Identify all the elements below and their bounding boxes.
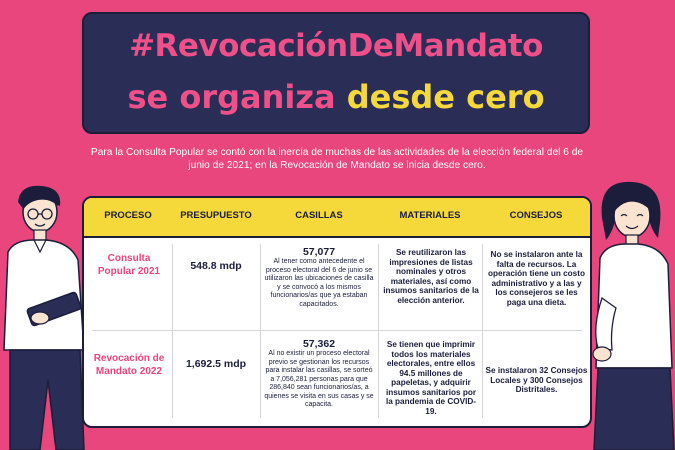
header-consejos: CONSEJOS [509,210,563,221]
row1-materiales: Se reutilizaron las impresiones de listas nominales y otros materiales, así como insumos sanitarios de la elección anterior. [383,248,479,305]
header-casillas: CASILLAS [295,210,343,221]
row1-proceso [90,252,168,278]
row2-casillas-number: 57,362 [302,338,336,350]
header-materiales: MATERIALES [399,210,461,221]
title-banner [82,12,590,134]
comparison-table [82,196,592,428]
row1-consejos: No se instalaron ante la falta de recursos. La operación tiene un costo administrativo y a las y los consejeros se les paga una dieta. [488,250,585,307]
column-divider [482,244,483,418]
row2-proceso-line1: Revocación de [93,353,165,364]
row2-proceso [90,352,168,378]
row1-proceso-line1: Consulta [107,253,151,264]
row2-casillas [264,338,374,410]
hashtag-title: #RevocaciónDeMandato [129,28,543,64]
subtitle-part2: desde cero [346,78,545,116]
woman-illustration [588,178,675,450]
subtitle [84,78,588,116]
row1-presupuesto: 548.8 mdp [190,260,242,272]
column-divider [260,244,261,418]
subtitle-part1: se organiza [127,78,347,116]
row2-casillas-text: Al no existir un proceso electoral previo se gestionan los recursos para instalar las casillas, se sorteó a 7,056,281 personas para que 286,840 sean funcionarios/as, a quienes se visita en sus casas y se capacita. [264,350,374,408]
column-divider [172,244,173,418]
header-presupuesto: PRESUPUESTO [180,210,252,221]
table-header [84,198,590,238]
intro-text: Para la Consulta Popular se contó con la inercia de muchas de las actividades de la elección federal del 6 de junio de 2021; en la Revocación de Mandato se inicia desde cero. [90,147,584,171]
column-divider [378,244,379,418]
row2-proceso-line2: Mandato 2022 [95,366,163,377]
row1-casillas-text: Al tener como antecedente el proceso electoral del 6 de junio se utilizaron las ubicaciones de casilla y se convocó a los mismos funcionarios/as que ya estaban capacitados. [264,258,374,308]
row1-casillas-number: 57,077 [302,246,336,258]
row2-presupuesto: 1,692.5 mdp [185,358,247,370]
row2-materiales: Se tienen que imprimir todos los materiales electorales, entre ellos 94.5 millones de papeletas, y adquirir insumos sanitarios por la pandemia de COVID-19. [385,340,477,416]
header-proceso: PROCESO [104,210,152,221]
row-divider [92,330,582,331]
row2-consejos: Se instalaron 32 Consejos Locales y 300 Consejos Distritales. [485,366,588,394]
row1-casillas [264,246,374,309]
row1-proceso-line2: Popular 2021 [97,266,161,277]
man-with-tablet-illustration [0,180,95,450]
